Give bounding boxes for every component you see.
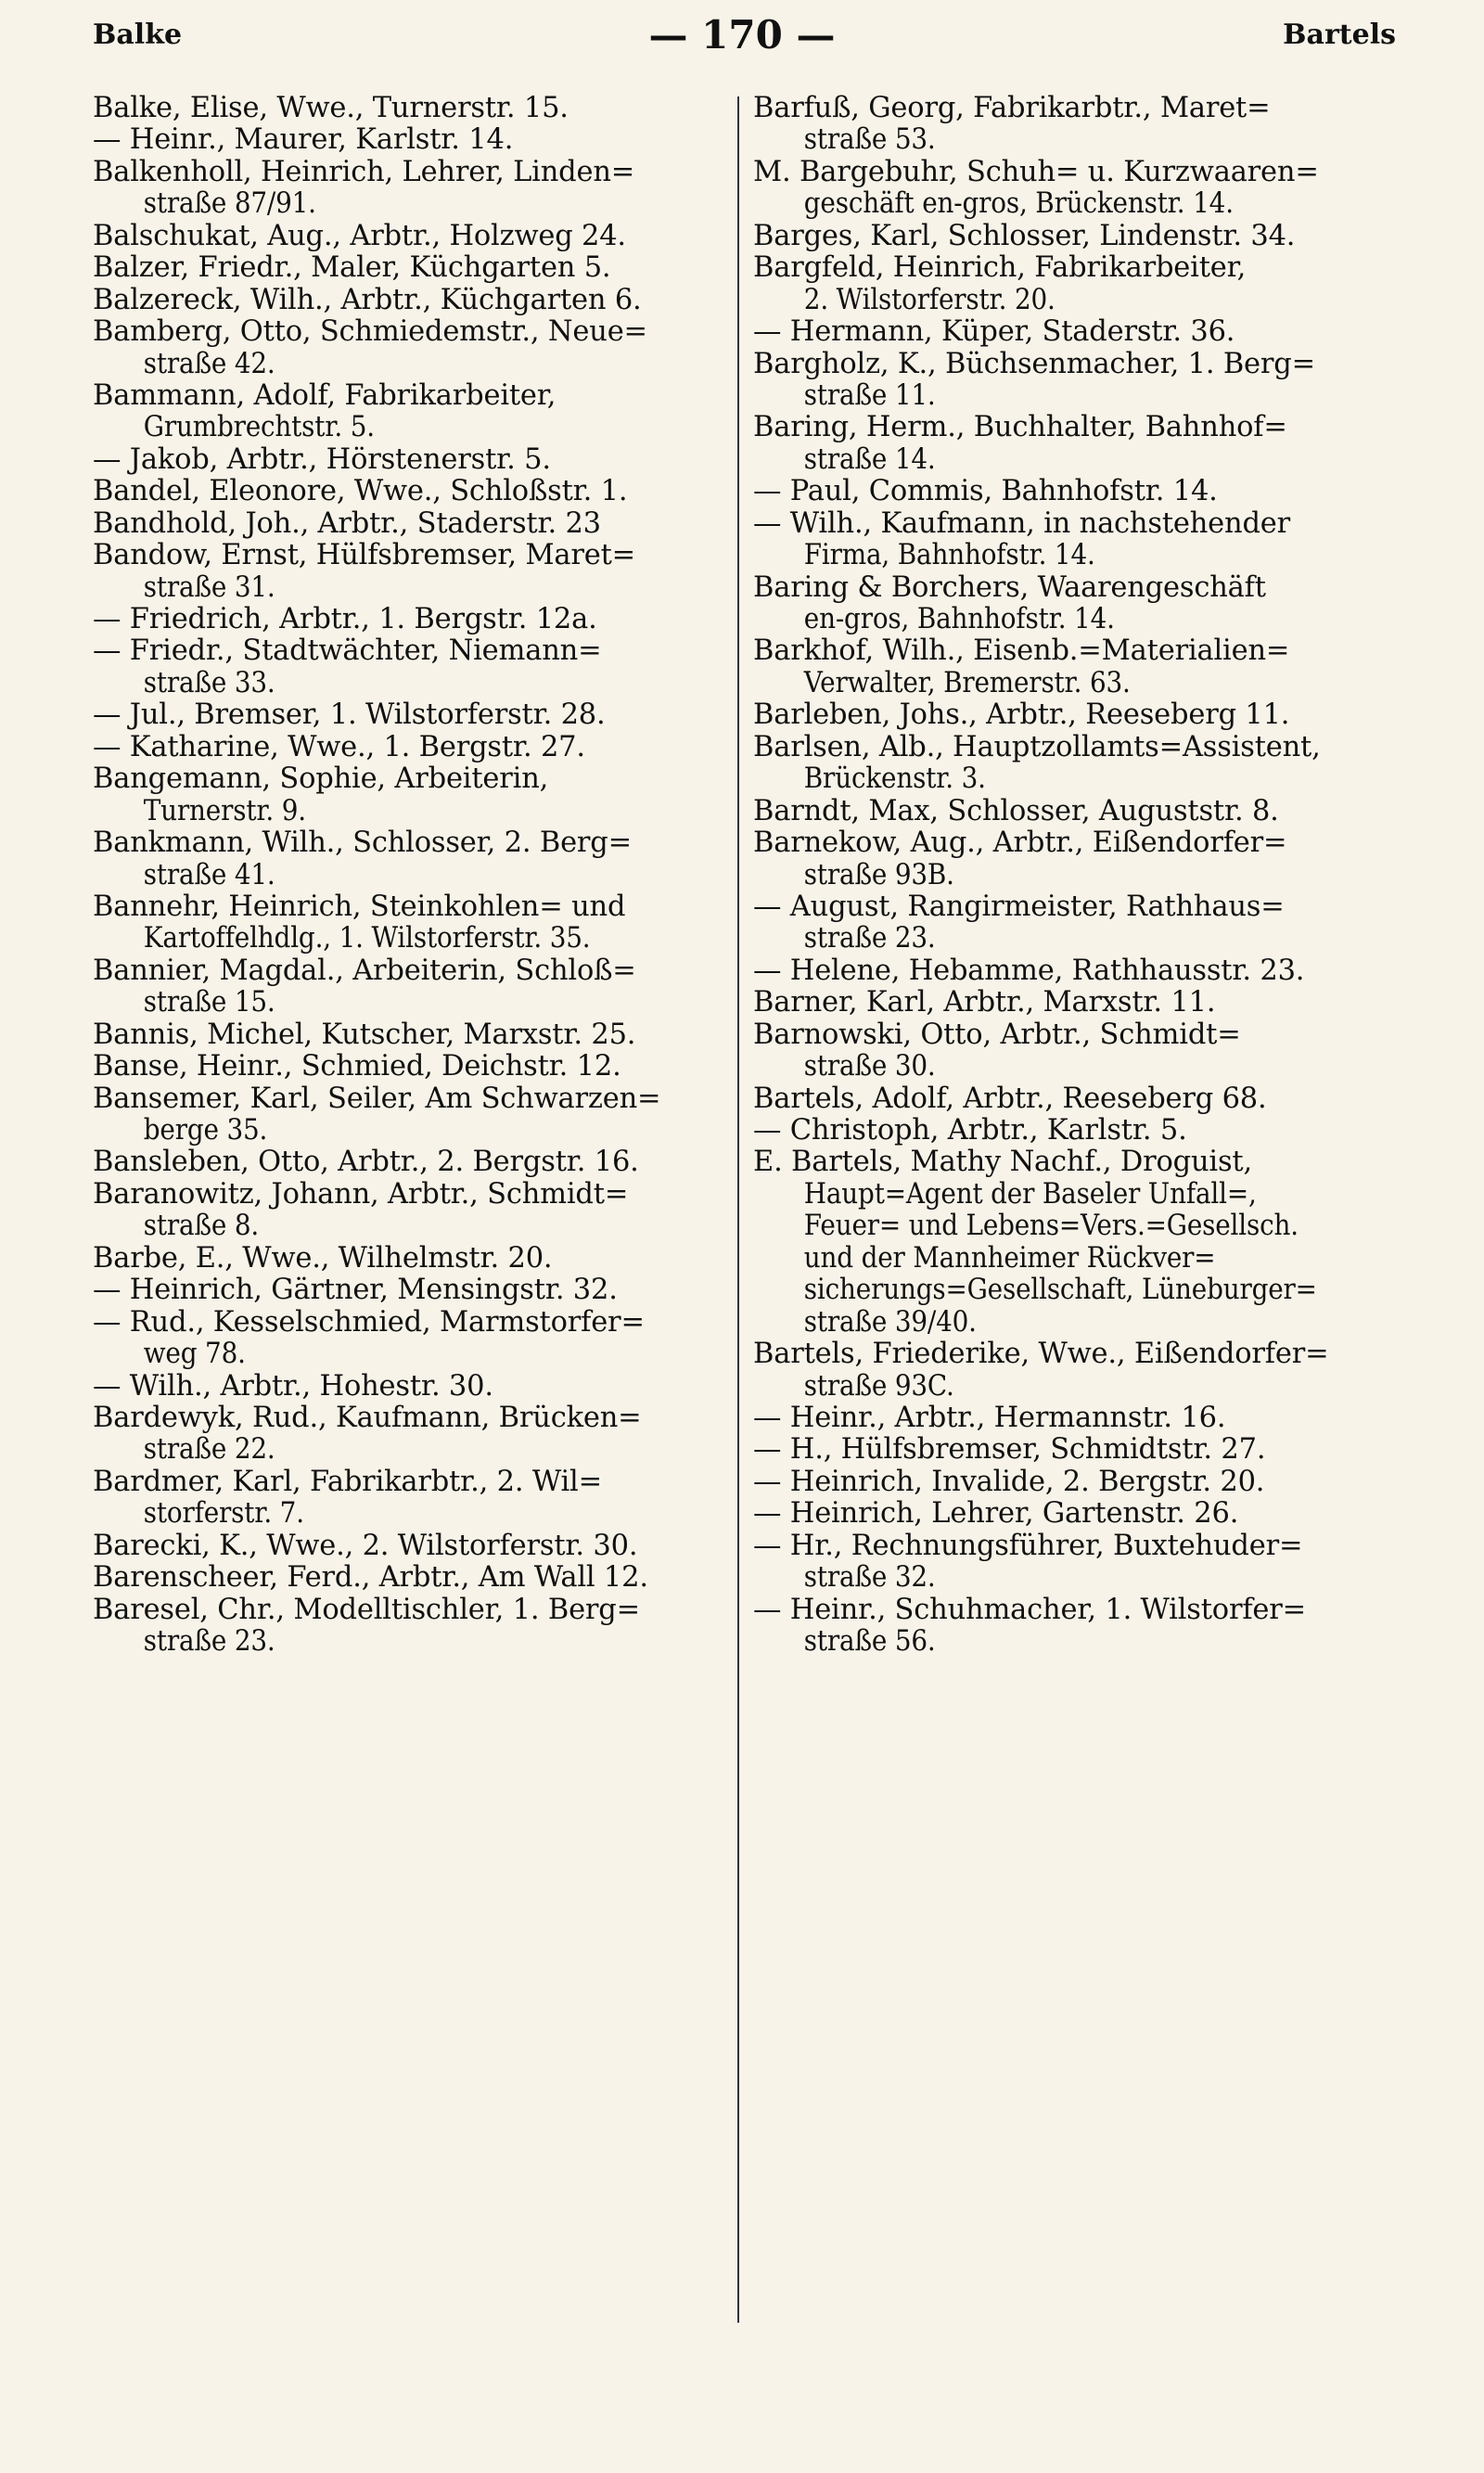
entry-line: Barkhof, Wilh., Eisenb.=Materialien= — [753, 634, 1290, 668]
directory-entry — [753, 1083, 1393, 1115]
directory-entry — [93, 1307, 733, 1371]
entry-line: Baresel, Chr., Modelltischler, 1. Berg= — [93, 1593, 640, 1626]
directory-entry — [753, 987, 1393, 1019]
directory-entry — [93, 1275, 733, 1306]
entry-line: — H., Hülfsbremser, Schmidtstr. 27. — [753, 1433, 1266, 1467]
entry-continuation-line: straße 93C. — [803, 1369, 954, 1403]
entry-line: — Wilh., Arbtr., Hohestr. 30. — [93, 1369, 493, 1403]
directory-entry — [753, 1019, 1393, 1083]
entry-line: Barges, Karl, Schlosser, Lindenstr. 34. — [753, 219, 1296, 252]
directory-entry — [93, 252, 733, 284]
directory-entry — [753, 572, 1393, 636]
directory-entry — [753, 1115, 1393, 1147]
directory-entry — [93, 955, 733, 1019]
entry-line: Bankmann, Wilh., Schlosser, 2. Berg= — [93, 826, 632, 860]
entry-line: — Heinrich, Gärtner, Mensingstr. 32. — [93, 1274, 618, 1307]
entry-line: Barenscheer, Ferd., Arbtr., Am Wall 12. — [93, 1561, 648, 1595]
entry-line: — Hr., Rechnungsführer, Buxtehuder= — [753, 1529, 1303, 1562]
entry-line: Barnekow, Aug., Arbtr., Eißendorfer= — [753, 826, 1287, 860]
entry-line: Barndt, Max, Schlosser, Auguststr. 8. — [753, 794, 1279, 827]
entry-continuation-line: straße 33. — [143, 666, 275, 699]
entry-line: Bansemer, Karl, Seiler, Am Schwarzen= — [93, 1082, 661, 1115]
entry-line: Bamberg, Otto, Schmiedemstr., Neue= — [93, 315, 647, 349]
entry-line: Bargholz, K., Büchsenmacher, 1. Berg= — [753, 347, 1315, 380]
entry-line: M. Bargebuhr, Schuh= u. Kurzwaaren= — [753, 155, 1319, 188]
page-number: — 170 — — [648, 12, 836, 58]
page-header — [0, 7, 1484, 63]
directory-entry — [753, 93, 1393, 157]
directory-entry — [93, 1403, 733, 1467]
directory-entry — [753, 1467, 1393, 1498]
entry-continuation-line: straße 30. — [803, 1050, 936, 1083]
entry-line: — Heinrich, Invalide, 2. Bergstr. 20. — [753, 1465, 1265, 1498]
directory-entry — [93, 1467, 733, 1531]
entry-line: — Jul., Bremser, 1. Wilstorferstr. 28. — [93, 698, 606, 732]
entry-line: — Hermann, Küper, Staderstr. 36. — [753, 315, 1235, 349]
entry-continuation-line: straße 42. — [143, 347, 275, 380]
directory-entry — [93, 1243, 733, 1275]
entry-line: Balzereck, Wilh., Arbtr., Küchgarten 6. — [93, 283, 642, 316]
entry-line: Bannis, Michel, Kutscher, Marxstr. 25. — [93, 1018, 636, 1051]
entry-continuation-line: straße 11. — [803, 378, 936, 412]
entry-line: — August, Rangirmeister, Rathhaus= — [753, 890, 1285, 923]
directory-entry — [93, 444, 733, 476]
directory-entry — [93, 508, 733, 540]
entry-line: Baranowitz, Johann, Arbtr., Schmidt= — [93, 1177, 629, 1211]
header-first-name: Balke — [93, 19, 183, 51]
entry-continuation-line: straße 14. — [803, 442, 936, 476]
entry-line: — Friedrich, Arbtr., 1. Bergstr. 12a. — [93, 603, 597, 635]
entry-line: Barecki, K., Wwe., 2. Wilstorferstr. 30. — [93, 1529, 638, 1562]
directory-entry — [93, 380, 733, 444]
entry-continuation-line: sicherungs=Gesellschaft, Lüneburger= — [803, 1274, 1317, 1307]
entry-line: Baring, Herm., Buchhalter, Bahnhof= — [753, 411, 1287, 444]
right-column — [753, 93, 1393, 1658]
directory-entry — [753, 316, 1393, 348]
entry-line: — Heinr., Arbtr., Hermannstr. 16. — [753, 1401, 1226, 1434]
entry-line: Bammann, Adolf, Fabrikarbeiter, — [93, 378, 556, 412]
entry-line: Barfuß, Georg, Fabrikarbtr., Maret= — [753, 92, 1271, 124]
directory-entry — [93, 1083, 733, 1147]
directory-entry — [753, 1403, 1393, 1434]
directory-entry — [93, 1562, 733, 1594]
entry-line: — Christoph, Arbtr., Karlstr. 5. — [753, 1114, 1187, 1147]
entry-continuation-line: straße 56. — [803, 1625, 936, 1658]
entry-line: Bartels, Adolf, Arbtr., Reeseberg 68. — [753, 1082, 1267, 1115]
entry-continuation-line: storferstr. 7. — [143, 1497, 304, 1531]
left-column — [93, 93, 733, 1658]
directory-entry — [93, 827, 733, 891]
entry-line: Barbe, E., Wwe., Wilhelmstr. 20. — [93, 1241, 553, 1275]
directory-entry — [93, 1179, 733, 1243]
directory-entry — [93, 1595, 733, 1659]
entry-line: Balkenholl, Heinrich, Lehrer, Linden= — [93, 155, 635, 188]
entry-line: Barleben, Johs., Arbtr., Reeseberg 11. — [753, 698, 1290, 732]
entry-continuation-line: straße 22. — [143, 1433, 275, 1467]
entry-line: Balschukat, Aug., Arbtr., Holzweg 24. — [93, 219, 626, 252]
directory-entry — [753, 796, 1393, 827]
directory-entry — [93, 316, 733, 380]
directory-entry — [753, 1531, 1393, 1595]
entry-line: — Katharine, Wwe., 1. Bergstr. 27. — [93, 730, 585, 763]
entry-continuation-line: geschäft en-gros, Brückenstr. 14. — [803, 187, 1234, 221]
directory-entry — [753, 1595, 1393, 1659]
directory-entry — [753, 732, 1393, 796]
entry-continuation-line: straße 93B. — [803, 858, 954, 891]
entry-continuation-line: en-gros, Bahnhofstr. 14. — [803, 603, 1115, 635]
entry-continuation-line: straße 31. — [143, 570, 275, 604]
directory-entry — [753, 1498, 1393, 1530]
entry-line: Bandel, Eleonore, Wwe., Schloßstr. 1. — [93, 475, 628, 508]
entry-continuation-line: und der Mannheimer Rückver= — [803, 1241, 1216, 1275]
entry-line: Bartels, Friederike, Wwe., Eißendorfer= — [753, 1338, 1329, 1371]
entry-continuation-line: straße 39/40. — [803, 1305, 977, 1339]
directory-entry — [753, 476, 1393, 507]
entry-line: Barner, Karl, Arbtr., Marxstr. 11. — [753, 986, 1216, 1019]
directory-entry — [93, 699, 733, 731]
entry-line: Bardewyk, Rud., Kaufmann, Brücken= — [93, 1401, 642, 1434]
entry-continuation-line: straße 8. — [143, 1210, 260, 1243]
entry-line: — Paul, Commis, Bahnhofstr. 14. — [753, 475, 1218, 508]
entry-continuation-line: Verwalter, Bremerstr. 63. — [803, 666, 1131, 699]
directory-entry — [753, 221, 1393, 252]
directory-entry — [753, 1339, 1393, 1403]
entry-line: Bardmer, Karl, Fabrikarbtr., 2. Wil= — [93, 1465, 602, 1498]
directory-entry — [93, 124, 733, 156]
directory-entry — [93, 540, 733, 604]
entry-line: — Friedr., Stadtwächter, Niemann= — [93, 634, 602, 668]
directory-entry — [93, 763, 733, 827]
directory-entry — [753, 412, 1393, 476]
directory-entry — [93, 476, 733, 507]
directory-entry — [753, 349, 1393, 413]
column-divider — [737, 96, 739, 2323]
entry-continuation-line: berge 35. — [143, 1114, 268, 1147]
entry-line: — Heinrich, Lehrer, Gartenstr. 26. — [753, 1497, 1239, 1531]
directory-entry — [93, 157, 733, 221]
entry-continuation-line: Firma, Bahnhofstr. 14. — [803, 539, 1095, 572]
entry-line: — Rud., Kesselschmied, Marmstorfer= — [93, 1305, 645, 1339]
entry-line: — Heinr., Schuhmacher, 1. Wilstorfer= — [753, 1593, 1307, 1626]
directory-entry — [753, 1147, 1393, 1339]
directory-entry — [753, 252, 1393, 316]
directory-entry — [93, 1019, 733, 1051]
entry-continuation-line: straße 41. — [143, 858, 275, 891]
entry-continuation-line: straße 15. — [143, 986, 275, 1019]
entry-continuation-line: weg 78. — [143, 1338, 246, 1371]
directory-entry — [753, 891, 1393, 955]
directory-entry — [753, 827, 1393, 891]
directory-entry — [753, 699, 1393, 731]
directory-entry — [753, 1434, 1393, 1466]
entry-continuation-line: 2. Wilstorferstr. 20. — [803, 283, 1055, 316]
directory-entry — [93, 1147, 733, 1178]
directory-entry — [93, 285, 733, 316]
entry-continuation-line: Grumbrechtstr. 5. — [143, 411, 375, 444]
entry-line: E. Bartels, Mathy Nachf., Droguist, — [753, 1146, 1252, 1179]
entry-line: Bandow, Ernst, Hülfsbremser, Maret= — [93, 539, 635, 572]
entry-line: Bargfeld, Heinrich, Fabrikarbeiter, — [753, 251, 1247, 285]
entry-line: Bandhold, Joh., Arbtr., Staderstr. 23 — [93, 506, 601, 540]
directory-entry — [753, 635, 1393, 699]
entry-line: — Heinr., Maurer, Karlstr. 14. — [93, 123, 514, 157]
entry-continuation-line: straße 23. — [143, 1625, 275, 1658]
entry-line: Balke, Elise, Wwe., Turnerstr. 15. — [93, 92, 569, 124]
entry-line: Bangemann, Sophie, Arbeiterin, — [93, 762, 549, 796]
entry-continuation-line: Haupt=Agent der Baseler Unfall=, — [803, 1177, 1257, 1211]
entry-line: — Wilh., Kaufmann, in nachstehender — [753, 506, 1291, 540]
entry-line: Bansleben, Otto, Arbtr., 2. Bergstr. 16. — [93, 1146, 639, 1179]
entry-continuation-line: Turnerstr. 9. — [143, 794, 306, 827]
directory-entry — [93, 1531, 733, 1562]
header-last-name: Bartels — [1283, 19, 1396, 51]
directory-entry — [93, 635, 733, 699]
entry-continuation-line: straße 23. — [803, 922, 936, 955]
entry-continuation-line: straße 32. — [803, 1561, 936, 1595]
directory-entry — [93, 1051, 733, 1083]
entry-line: Banse, Heinr., Schmied, Deichstr. 12. — [93, 1050, 621, 1083]
directory-entry — [93, 604, 733, 635]
directory-entry — [753, 157, 1393, 221]
entry-line: Bannehr, Heinrich, Steinkohlen= und — [93, 890, 626, 923]
directory-entry — [93, 891, 733, 955]
entry-line: Bannier, Magdal., Arbeiterin, Schloß= — [93, 954, 636, 987]
entry-continuation-line: Feuer= und Lebens=Vers.=Gesellsch. — [803, 1210, 1298, 1243]
entry-line: Balzer, Friedr., Maler, Küchgarten 5. — [93, 251, 611, 285]
directory-entry — [93, 221, 733, 252]
directory-entry — [93, 1371, 733, 1403]
directory-entry — [753, 955, 1393, 987]
directory-entry — [93, 732, 733, 763]
entry-line: Barnowski, Otto, Arbtr., Schmidt= — [753, 1018, 1241, 1051]
entry-line: Barlsen, Alb., Hauptzollamts=Assistent, — [753, 730, 1321, 763]
entry-continuation-line: straße 53. — [803, 123, 936, 157]
entry-line: Baring & Borchers, Waarengeschäft — [753, 570, 1266, 604]
entry-line: — Jakob, Arbtr., Hörstenerstr. 5. — [93, 442, 551, 476]
directory-entry — [93, 93, 733, 124]
entry-continuation-line: Kartoffelhdlg., 1. Wilstorferstr. 35. — [143, 922, 591, 955]
entry-continuation-line: straße 87/91. — [143, 187, 316, 221]
directory-entry — [753, 508, 1393, 572]
entry-line: — Helene, Hebamme, Rathhausstr. 23. — [753, 954, 1305, 987]
entry-continuation-line: Brückenstr. 3. — [803, 762, 986, 796]
